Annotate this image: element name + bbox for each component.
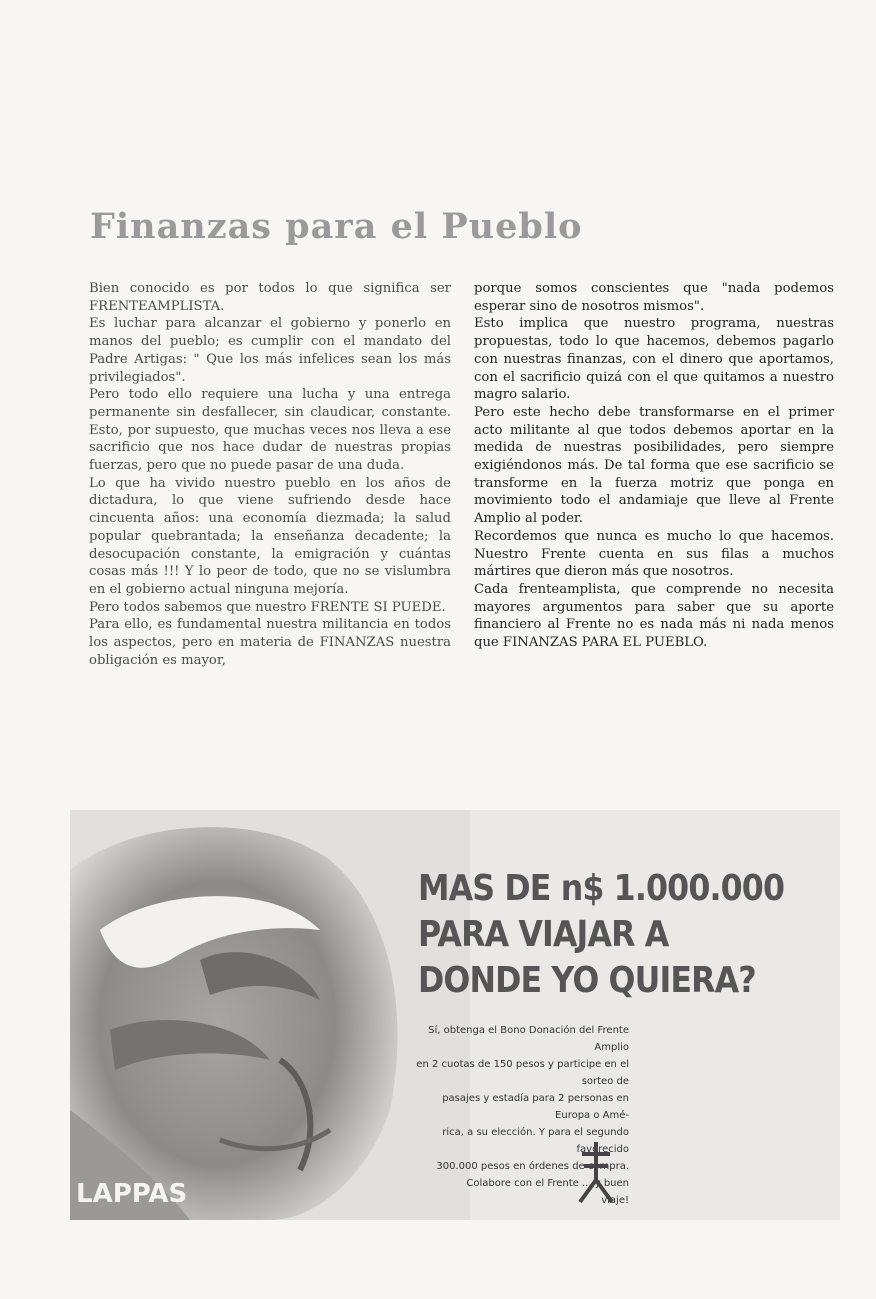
paragraph: Pero todo ello requiere una lucha y una entrega permanente sin desfallecer, sin claudicar, constante. Esto, por supuesto, que muchas veces nos lleva a ese sacrificio que nos hace dudar de nuestras propias fuerzas, pero que no puede pasar de una duda. — [89, 387, 451, 474]
article-right-column — [474, 280, 834, 652]
paragraph: porque somos conscientes que "nada podemos esperar sino de nosotros mismos". — [474, 281, 834, 314]
ad-body-line: Colabore con el Frente ... y buen — [466, 1178, 629, 1189]
paragraph: Pero este hecho debe transformarse en el primer acto militante al que todos debemos aportar en la medida de nuestras posibilidades, pero siempre exigiéndonos más. De tal forma que ese sacrificio se transforme en la fuerza motriz que ponga en movimiento todo el andamiaje que lleve al Frente Amplio al poder. — [474, 404, 834, 527]
portrait-photo-icon — [70, 810, 470, 1220]
paragraph: Para ello, es fundamental nuestra militancia en todos los aspectos, pero en materia de FINANZAS nuestra obligación es mayor, — [89, 617, 451, 668]
paragraph: Esto implica que nuestro programa, nuestras propuestas, todo lo que hacemos, debemos pagarlo con nuestras finanzas, con el dinero que aportamos, con el sacrificio quizá con el que quitamos a nuestro magro salario. — [474, 316, 834, 403]
article-left-column — [89, 280, 451, 669]
article-title: Finanzas para el Pueblo — [90, 206, 583, 247]
paragraph: Lo que ha vivido nuestro pueblo en los años de dictadura, lo que viene sufriendo desde hace cincuenta años: una economía diezmada; la salud popular quebrantada; la enseñanza decadente; la desocupación constante, la emigración y cuántas cosas más !!! Y lo peor de todo, que no se vislumbra en el gobierno actual ninguna mejoría. — [89, 475, 451, 597]
frente-amplio-logo-icon — [576, 1140, 616, 1204]
advertisement — [70, 810, 840, 1220]
ad-body-line: pasajes y estadía para 2 personas en Europa o Amé- — [442, 1093, 629, 1121]
headline-line: DONDE YO QUIERA? — [418, 960, 756, 1001]
paragraph: Recordemos que nunca es mucho lo que hacemos. Nuestro Frente cuenta en sus filas a muchos mártires que dieron más que nosotros. — [474, 528, 834, 580]
paragraph: Pero todos sabemos que nuestro FRENTE SI PUEDE. — [89, 599, 446, 615]
paragraph: Es luchar para alcanzar el gobierno y ponerlo en manos del pueblo; es cumplir con el mandato del Padre Artigas: " Que los más infelices sean los más privilegiados". — [89, 316, 451, 385]
ad-body-line: rica, a su elección. Y para el segundo favorecido — [442, 1127, 629, 1155]
headline-line: MAS DE n$ 1.000.000 — [418, 868, 785, 909]
ad-body-line: Sí, obtenga el Bono Donación del Frente Amplio — [428, 1025, 629, 1053]
ad-body-line: en 2 cuotas de 150 pesos y participe en el sorteo de — [416, 1059, 629, 1087]
ad-body-line: viaje! — [601, 1195, 629, 1206]
paragraph: Cada frenteamplista, que comprende no necesita mayores argumentos para saber que su aporte financiero al Frente no es nada más ni nada menos que FINANZAS PARA EL PUEBLO. — [474, 581, 834, 651]
ad-headline — [418, 866, 788, 1004]
paragraph: Bien conocido es por todos lo que significa ser FRENTEAMPLISTA. — [89, 281, 451, 314]
photo-caption: LAPPAS — [76, 1179, 188, 1209]
headline-line: PARA VIAJAR A — [418, 914, 669, 955]
ad-body-line: 300.000 pesos en órdenes de compra. — [436, 1161, 629, 1172]
